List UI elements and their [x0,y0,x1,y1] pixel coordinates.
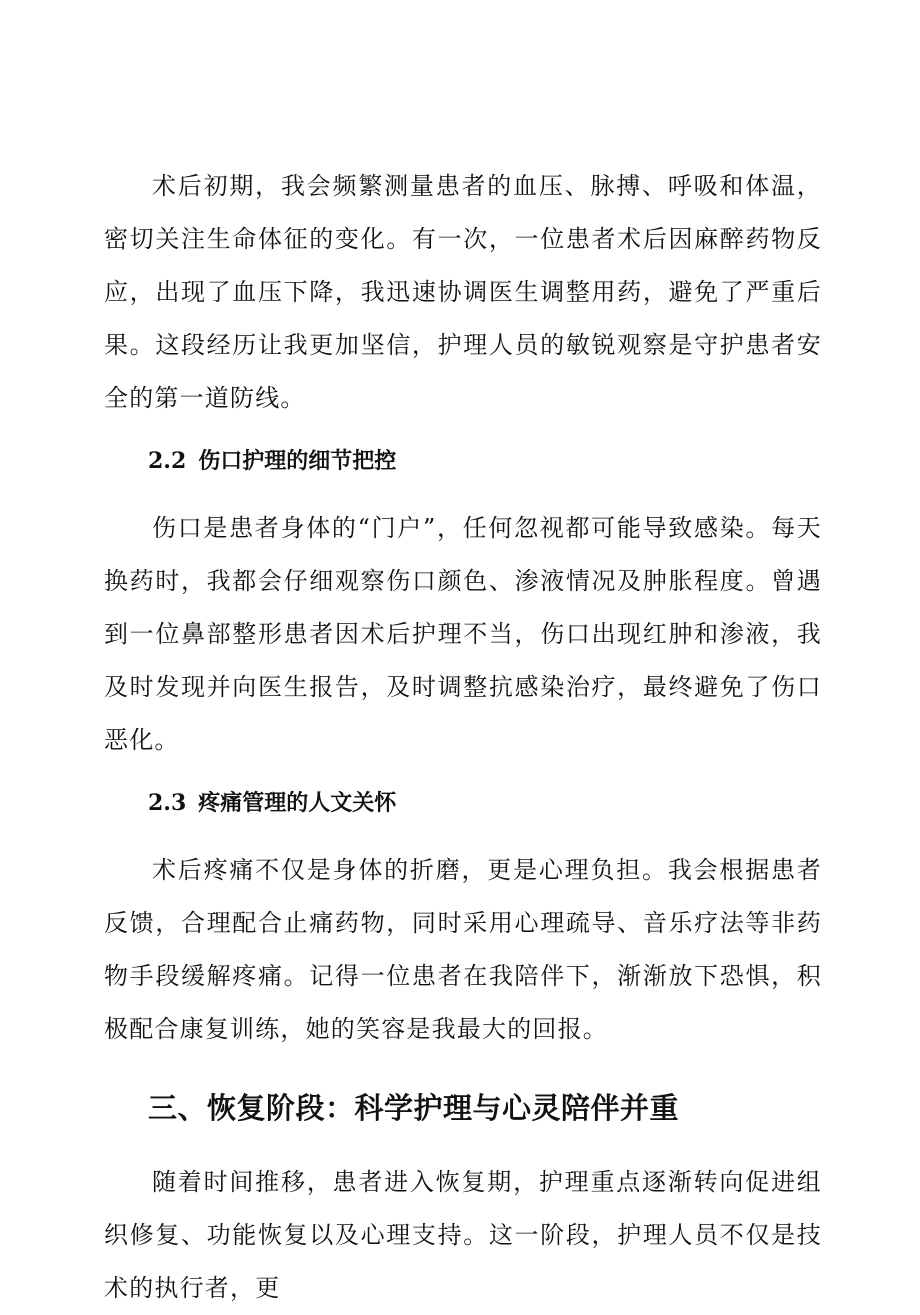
subsection-number: 2.2 [148,448,187,474]
paragraph-pain-management: 术后疼痛不仅是身体的折磨，更是心理负担。我会根据患者反馈，合理配合止痛药物，同时采用心理疏导、音乐疗法等非药物手段缓解疼痛。记得一位患者在我陪伴下，渐渐放下恐惧，积极配合康复训练，她的笑容是我最大的回报。 [104,856,822,1043]
paragraph-wound-care: 伤口是患者身体的“门户”，任何忽视都可能导致感染。每天换药时，我都会仔细观察伤口颜色、渗液情况及肿胀程度。曾遇到一位鼻部整形患者因术后护理不当，伤口出现红肿和渗液，我及时发现并向医生报告，及时调整抗感染治疗，最终避免了伤口恶化。 [104,514,822,754]
subsection-title: 疼痛管理的人文关怀 [198,791,397,816]
subsection-heading-2-2 [104,441,822,482]
paragraph-vital-signs: 术后初期，我会频繁测量患者的血压、脉搏、呼吸和体温，密切关注生命体征的变化。有一次，一位患者术后因麻醉药物反应，出现了血压下降，我迅速协调医生调整用药，避免了严重后果。这段经历让我更加坚信，护理人员的敏锐观察是守护患者安全的第一道防线。 [104,172,822,412]
subsection-title: 伤口护理的细节把控 [198,449,397,474]
section-heading-3: 三、恢复阶段：科学护理与心灵陪伴并重 [148,1091,680,1125]
paragraph-recovery: 随着时间推移，患者进入恢复期，护理重点逐渐转向促进组织修复、功能恢复以及心理支持。这一阶段，护理人员不仅是技术的执行者，更 [104,1168,822,1302]
subsection-heading-2-3 [104,783,822,824]
subsection-number: 2.3 [148,790,187,816]
document-body [104,160,822,1315]
